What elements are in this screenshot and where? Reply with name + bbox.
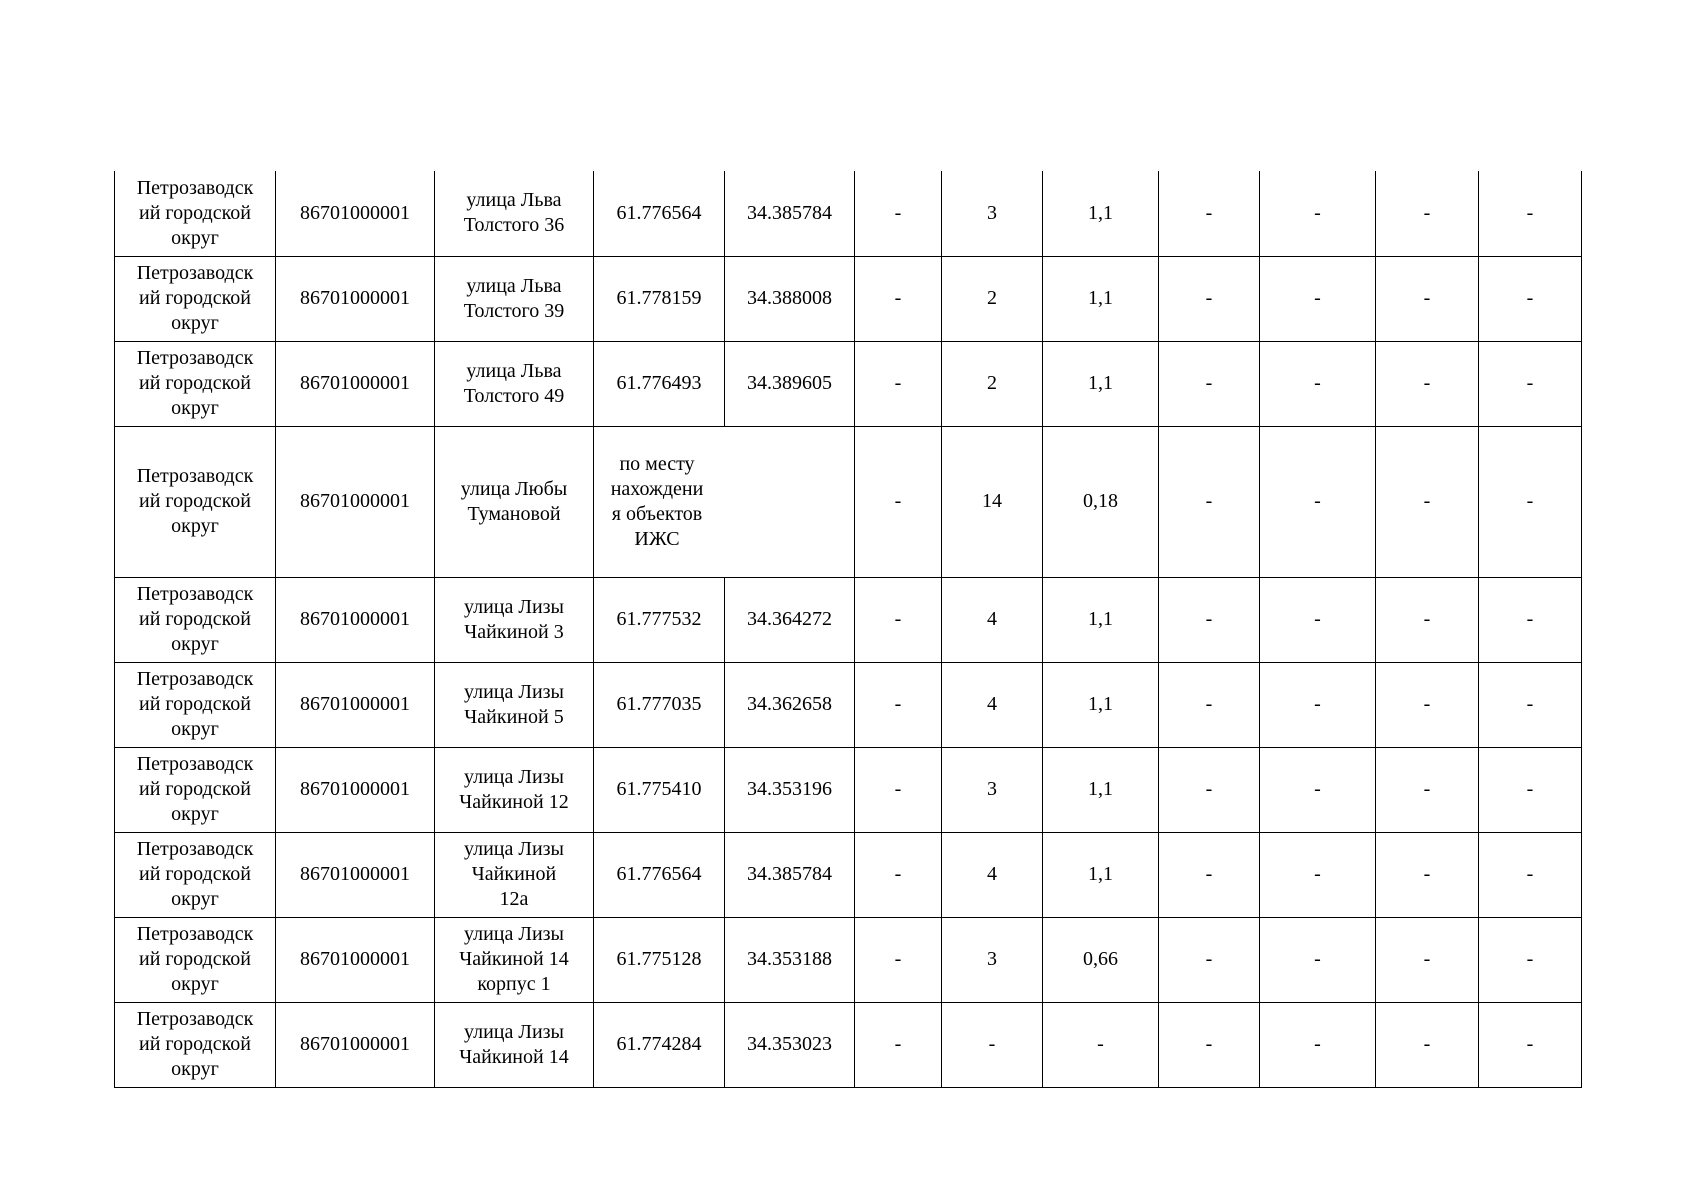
oktmo-cell: 86701000001 bbox=[276, 341, 435, 426]
value-cell: - bbox=[855, 1002, 942, 1087]
longitude-cell: 34.353188 bbox=[725, 917, 855, 1002]
value-cell: - bbox=[855, 171, 942, 256]
table-row bbox=[115, 917, 1582, 1002]
count-cell: 4 bbox=[942, 577, 1043, 662]
table-row bbox=[115, 747, 1582, 832]
table-row bbox=[115, 577, 1582, 662]
value-cell: - bbox=[1159, 662, 1260, 747]
volume-cell: 1,1 bbox=[1043, 341, 1159, 426]
value-cell: - bbox=[855, 917, 942, 1002]
oktmo-cell: 86701000001 bbox=[276, 662, 435, 747]
value-cell: - bbox=[1376, 256, 1479, 341]
count-cell: 14 bbox=[942, 426, 1043, 577]
longitude-cell: 34.385784 bbox=[725, 832, 855, 917]
latitude-cell: 61.776493 bbox=[594, 341, 725, 426]
address-cell: улица Льва Толстого 39 bbox=[435, 256, 594, 341]
municipality-cell: Петрозаводск ий городской округ bbox=[115, 256, 276, 341]
oktmo-cell: 86701000001 bbox=[276, 832, 435, 917]
value-cell: - bbox=[1159, 577, 1260, 662]
value-cell: - bbox=[1260, 747, 1376, 832]
volume-cell: 1,1 bbox=[1043, 577, 1159, 662]
value-cell: - bbox=[1479, 341, 1582, 426]
value-cell: - bbox=[855, 747, 942, 832]
volume-cell: 0,18 bbox=[1043, 426, 1159, 577]
address-cell: улица Лизы Чайкиной 12а bbox=[435, 832, 594, 917]
table-row bbox=[115, 171, 1582, 256]
oktmo-cell: 86701000001 bbox=[276, 171, 435, 256]
value-cell: - bbox=[1376, 426, 1479, 577]
latitude-cell: 61.775410 bbox=[594, 747, 725, 832]
value-cell: - bbox=[1376, 341, 1479, 426]
value-cell: - bbox=[855, 426, 942, 577]
value-cell: - bbox=[1159, 171, 1260, 256]
oktmo-cell: 86701000001 bbox=[276, 256, 435, 341]
count-cell: 3 bbox=[942, 747, 1043, 832]
address-cell: улица Льва Толстого 36 bbox=[435, 171, 594, 256]
volume-cell: 1,1 bbox=[1043, 171, 1159, 256]
value-cell: - bbox=[1376, 747, 1479, 832]
table-row bbox=[115, 256, 1582, 341]
municipality-cell: Петрозаводск ий городской округ bbox=[115, 341, 276, 426]
value-cell: - bbox=[1260, 256, 1376, 341]
value-cell: - bbox=[1159, 917, 1260, 1002]
value-cell: - bbox=[1479, 747, 1582, 832]
value-cell: - bbox=[1260, 577, 1376, 662]
volume-cell: - bbox=[1043, 1002, 1159, 1087]
longitude-cell: 34.353023 bbox=[725, 1002, 855, 1087]
value-cell: - bbox=[1479, 1002, 1582, 1087]
latitude-cell: 61.776564 bbox=[594, 832, 725, 917]
volume-cell: 0,66 bbox=[1043, 917, 1159, 1002]
value-cell: - bbox=[1376, 917, 1479, 1002]
value-cell: - bbox=[855, 256, 942, 341]
municipality-cell: Петрозаводск ий городской округ bbox=[115, 577, 276, 662]
volume-cell: 1,1 bbox=[1043, 256, 1159, 341]
volume-cell: 1,1 bbox=[1043, 662, 1159, 747]
address-cell: улица Лизы Чайкиной 3 bbox=[435, 577, 594, 662]
value-cell: - bbox=[1479, 426, 1582, 577]
oktmo-cell: 86701000001 bbox=[276, 577, 435, 662]
municipality-cell: Петрозаводск ий городской округ bbox=[115, 1002, 276, 1087]
value-cell: - bbox=[855, 662, 942, 747]
count-cell: - bbox=[942, 1002, 1043, 1087]
table-row bbox=[115, 1002, 1582, 1087]
value-cell: - bbox=[1260, 426, 1376, 577]
value-cell: - bbox=[1376, 577, 1479, 662]
value-cell: - bbox=[1260, 171, 1376, 256]
longitude-cell: 34.385784 bbox=[725, 171, 855, 256]
latitude-cell: 61.777035 bbox=[594, 662, 725, 747]
value-cell: - bbox=[1159, 1002, 1260, 1087]
count-cell: 4 bbox=[942, 832, 1043, 917]
count-cell: 2 bbox=[942, 256, 1043, 341]
value-cell: - bbox=[1159, 341, 1260, 426]
containers-table bbox=[114, 171, 1582, 1088]
municipality-cell: Петрозаводск ий городской округ bbox=[115, 171, 276, 256]
value-cell: - bbox=[1479, 832, 1582, 917]
value-cell: - bbox=[1376, 171, 1479, 256]
count-cell: 2 bbox=[942, 341, 1043, 426]
value-cell: - bbox=[1479, 662, 1582, 747]
table-row bbox=[115, 662, 1582, 747]
municipality-cell: Петрозаводск ий городской округ bbox=[115, 832, 276, 917]
value-cell: - bbox=[1376, 1002, 1479, 1087]
municipality-cell: Петрозаводск ий городской округ bbox=[115, 917, 276, 1002]
value-cell: - bbox=[1260, 1002, 1376, 1087]
longitude-cell: 34.353196 bbox=[725, 747, 855, 832]
longitude-cell: 34.364272 bbox=[725, 577, 855, 662]
value-cell: - bbox=[855, 577, 942, 662]
latitude-cell: 61.776564 bbox=[594, 171, 725, 256]
address-cell: улица Лизы Чайкиной 14 корпус 1 bbox=[435, 917, 594, 1002]
address-cell: улица Лизы Чайкиной 5 bbox=[435, 662, 594, 747]
oktmo-cell: 86701000001 bbox=[276, 1002, 435, 1087]
municipality-cell: Петрозаводск ий городской округ bbox=[115, 747, 276, 832]
location-text: по месту нахождени я объектов ИЖС bbox=[610, 452, 704, 550]
value-cell: - bbox=[1260, 917, 1376, 1002]
value-cell: - bbox=[855, 341, 942, 426]
address-cell: улица Льва Толстого 49 bbox=[435, 341, 594, 426]
value-cell: - bbox=[1479, 577, 1582, 662]
count-cell: 4 bbox=[942, 662, 1043, 747]
value-cell: - bbox=[1260, 341, 1376, 426]
longitude-cell: 34.362658 bbox=[725, 662, 855, 747]
volume-cell: 1,1 bbox=[1043, 832, 1159, 917]
value-cell: - bbox=[1159, 747, 1260, 832]
value-cell: - bbox=[1479, 171, 1582, 256]
oktmo-cell: 86701000001 bbox=[276, 747, 435, 832]
value-cell: - bbox=[1376, 662, 1479, 747]
latitude-cell: 61.777532 bbox=[594, 577, 725, 662]
value-cell: - bbox=[1159, 256, 1260, 341]
value-cell: - bbox=[855, 832, 942, 917]
value-cell: - bbox=[1479, 917, 1582, 1002]
municipality-cell: Петрозаводск ий городской округ bbox=[115, 426, 276, 577]
latitude-cell: 61.775128 bbox=[594, 917, 725, 1002]
value-cell: - bbox=[1260, 832, 1376, 917]
value-cell: - bbox=[1479, 256, 1582, 341]
longitude-cell: 34.388008 bbox=[725, 256, 855, 341]
latitude-cell: 61.774284 bbox=[594, 1002, 725, 1087]
table-row bbox=[115, 832, 1582, 917]
address-cell: улица Любы Тумановой bbox=[435, 426, 594, 577]
oktmo-cell: 86701000001 bbox=[276, 426, 435, 577]
volume-cell: 1,1 bbox=[1043, 747, 1159, 832]
location-cell bbox=[594, 426, 855, 577]
value-cell: - bbox=[1159, 426, 1260, 577]
count-cell: 3 bbox=[942, 917, 1043, 1002]
value-cell: - bbox=[1159, 832, 1260, 917]
latitude-cell: 61.778159 bbox=[594, 256, 725, 341]
address-cell: улица Лизы Чайкиной 14 bbox=[435, 1002, 594, 1087]
value-cell: - bbox=[1260, 662, 1376, 747]
municipality-cell: Петрозаводск ий городской округ bbox=[115, 662, 276, 747]
table-row bbox=[115, 426, 1582, 577]
oktmo-cell: 86701000001 bbox=[276, 917, 435, 1002]
table-row bbox=[115, 341, 1582, 426]
count-cell: 3 bbox=[942, 171, 1043, 256]
value-cell: - bbox=[1376, 832, 1479, 917]
longitude-cell: 34.389605 bbox=[725, 341, 855, 426]
address-cell: улица Лизы Чайкиной 12 bbox=[435, 747, 594, 832]
